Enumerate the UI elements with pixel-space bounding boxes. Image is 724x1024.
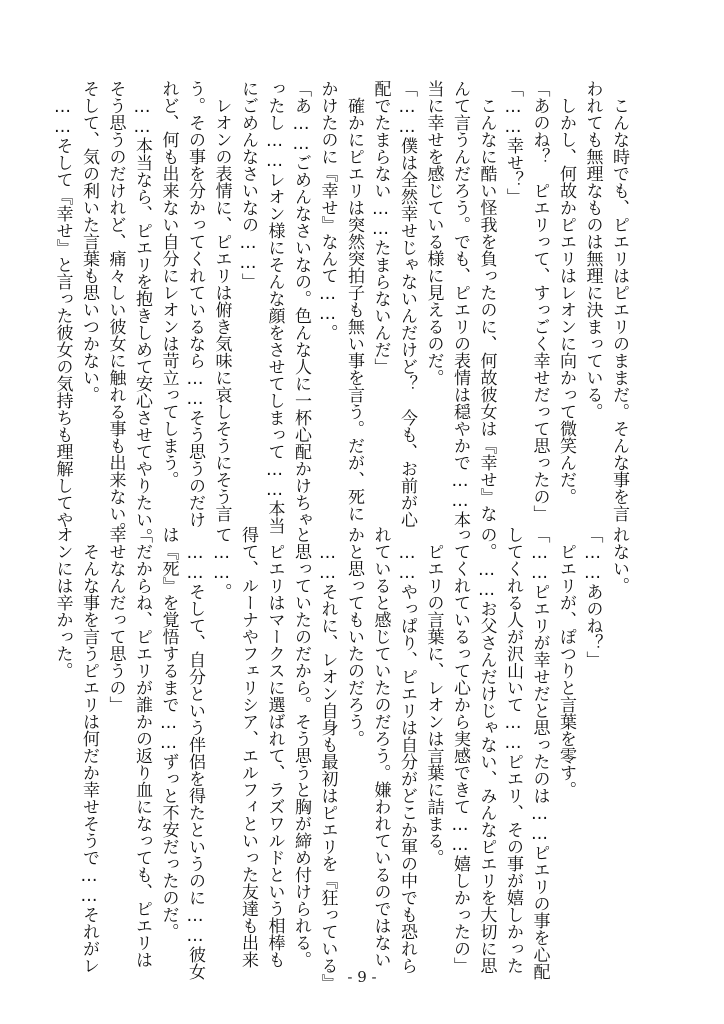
text-line: ピエリはマークスに選ばれて、ラズワルドという相棒も <box>264 526 285 968</box>
text-line: れていると感じていたのだろう。嫌われているのではない <box>370 526 391 968</box>
text-line: と思っていたのだから。そう思うと胸が締め付けられる。 <box>291 526 311 968</box>
text-line: こんな時でも、ピエリはピエリのままだ。そんな事を言 <box>609 80 629 522</box>
text-line: 「……僕は全然幸せじゃないんだけど？ 今も、お前が心 <box>397 80 417 528</box>
text-line: 「だからね、ピエリが誰かの返り血になっても、ピエリは <box>132 526 152 968</box>
text-line: オンには辛かった。 <box>52 526 73 679</box>
text-line: ピエリの言葉に、レオンは言葉に詰まる。 <box>423 526 444 866</box>
text-line: ってくれているって心から実感できて……嬉しかったの」 <box>450 526 470 974</box>
text-line: 配でたまらない……たまらないんだ」 <box>370 80 391 375</box>
text-line: そして、気の利いた言葉も思いつかない。 <box>79 80 99 403</box>
text-line: れない。 <box>609 526 629 594</box>
text-line: レオンの表情に、ピエリは俯き気味に哀しそうにそう言 <box>211 80 232 522</box>
text-line: われても無理なものは無理に決まっている。 <box>582 80 603 420</box>
text-line: は『死』を覚悟するまで……ずっと不安だったのだ。 <box>158 526 179 940</box>
text-line: ……それに、レオン自身も最初はピエリを『狂っている』 <box>317 526 338 991</box>
text-line: かけたのに『幸せ』なんて……。 <box>317 80 338 341</box>
text-line: してくれる人が沢山いて……ピエリ、その事が嬉しかった <box>503 526 523 974</box>
text-line: かと思ってもいたのだろう。 <box>344 526 364 747</box>
text-line: 幸せなんだって思うの」 <box>105 526 126 713</box>
text-line: 「あ……ごめんなさいなの。色んな人に一杯心配かけちゃ <box>291 80 311 528</box>
text-line: て……。 <box>211 526 232 600</box>
text-line: の。……お父さんだけじゃない、みんなピエリを大切に思 <box>476 526 497 974</box>
text-line: 「……あのね？」 <box>582 526 603 668</box>
text-line: う。その事を分かってくれているなら……そう思うのだけ <box>185 80 205 528</box>
text-line: ……本当なら、ピエリを抱きしめて安心させてやりたい。 <box>132 80 152 545</box>
text-line: ったし……レオン様にそんな顔をさせてしまって……本当 <box>264 80 285 534</box>
text-line: そう思うのだけれど、痛々しい彼女に触れる事も出来ない。 <box>105 80 126 539</box>
text-line: んて言うんだろう。でも、ピエリの表情は穏やかで……本 <box>450 80 470 528</box>
text-line: 確かにピエリは突然突拍子も無い事を言う。だが、死に <box>344 80 364 522</box>
text-block-bottom <box>52 526 632 991</box>
text-line: ……やっぱり、ピエリは自分がどこか軍の中でも恐れら <box>397 526 417 974</box>
text-line: 「……ピエリが幸せだと思ったのは……ピエリの事を心配 <box>529 526 550 980</box>
text-line: れど、何も出来ない自分にレオンは苛立ってしまう。 <box>158 80 179 488</box>
text-line: ……そして、自分という伴侶を得たというのに……彼女 <box>185 526 205 980</box>
text-line: 「あのね？ ピエリって、すっごく幸せだって思ったの」 <box>529 80 550 522</box>
text-line: そんな事を言うピエリは何だか幸せそうで……それがレ <box>79 526 99 974</box>
text-line: ピエリが、ぽつりと言葉を零す。 <box>556 526 576 798</box>
text-line: にごめんなさいなの……」 <box>238 80 258 290</box>
text-line: こんなに酷い怪我を負ったのに、何故彼女は『幸せ』な <box>476 80 497 522</box>
text-block-top <box>52 80 632 545</box>
text-line: ……そして『幸せ』と言った彼女の気持ちも理解してや <box>52 80 73 528</box>
text-line: 「……幸せ？」 <box>503 80 523 205</box>
text-line: 当に幸せを感じている様に見えるのだ。 <box>423 80 444 386</box>
text-line: しかし、何故かピエリはレオンに向かって微笑んだ。 <box>556 80 576 505</box>
text-line: 得て、ルーナやフェリシア、エルフィといった友達も出来 <box>238 526 258 968</box>
page-number: - 9 - <box>347 968 377 986</box>
